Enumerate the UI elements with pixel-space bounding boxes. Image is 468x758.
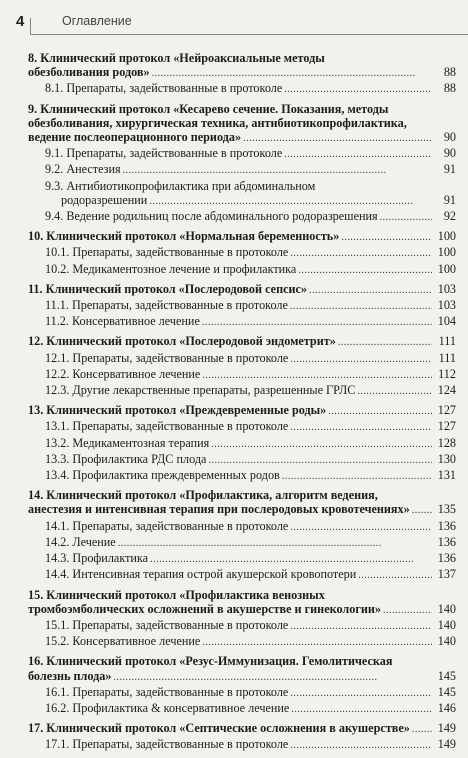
page-ref: 88 [443,81,456,96]
toc-section [28,229,456,278]
section-title: 17. Клинический протокол «Септические осложнения в акушерстве» [28,721,410,736]
section-title-line [28,488,456,502]
section-title-line[interactable] [28,403,456,419]
section-title-line [28,116,456,130]
subsection-title: 14.1. Препараты, задействованные в протоколе [45,518,289,533]
page-ref: 136 [437,534,456,549]
dot-leader [290,419,432,435]
page-ref: 140 [437,617,456,632]
dot-leader [290,737,432,753]
page-ref: 135 [437,502,456,517]
subsection-title: 16.2. Профилактика & консервативное лечение [45,700,290,715]
section-title: 9. Клинический протокол «Кесарево сечение. Показания, методы [28,101,389,116]
section-title: обезболивания, хирургическая техника, антибиотикопрофилактика, [28,115,407,130]
subsection-line[interactable] [28,245,456,261]
subsection-line[interactable] [28,298,456,314]
dot-leader [282,468,432,484]
dot-leader [150,551,432,567]
section-title-line [28,654,456,668]
subsection-line[interactable] [28,351,456,367]
page-ref: 145 [437,684,456,699]
dot-leader [383,602,432,618]
subsection-title: 14.3. Профилактика [45,551,149,566]
section-title: 13. Клинический протокол «Преждевременные роды» [28,403,327,418]
section-title: тромбоэмболических осложнений в акушерстве и гинекологии» [28,601,382,616]
page-ref: 136 [437,551,456,566]
subsection-title: 14.2. Лечение [45,534,116,549]
subsection-line[interactable] [28,419,456,435]
subsection-line[interactable] [28,367,456,383]
subsection-line[interactable] [28,209,456,225]
page-ref: 128 [437,435,456,450]
section-title-line[interactable] [28,334,456,350]
dot-leader [412,502,432,518]
dot-leader [149,193,432,209]
subsection-title: 8.1. Препараты, задействованные в протоколе [45,81,283,96]
subsection-line[interactable] [28,262,456,278]
subsection-line[interactable] [28,162,456,178]
dot-leader [152,65,432,81]
page-ref: 88 [443,65,456,80]
section-title: 10. Клинический протокол «Нормальная беременность» [28,229,340,244]
page-ref: 130 [437,451,456,466]
dot-leader [380,209,432,225]
subsection-title: 10.1. Препараты, задействованные в протоколе [45,245,289,260]
dot-leader [284,81,432,97]
subsection-title: 9.4. Ведение родильниц после абдоминального родоразрешения [45,209,378,224]
subsection-title: 15.2. Консервативное лечение [45,634,201,649]
dot-leader [113,669,432,685]
dot-leader [338,334,432,350]
page-ref: 136 [437,518,456,533]
subsection-line[interactable] [28,737,456,753]
section-title: 16. Клинический протокол «Резус-Иммунизация. Гемолитическая [28,654,393,669]
section-title-line [28,588,456,602]
subsection-line[interactable] [28,618,456,634]
page-ref: 90 [443,146,456,161]
section-title: ведение послеоперационного периода» [28,130,242,145]
section-title: 15. Клинический протокол «Профилактика венозных [28,587,325,602]
dot-leader [211,436,432,452]
page-ref: 112 [438,366,456,381]
dot-leader [341,229,432,245]
toc-section [28,588,456,651]
section-title: 8. Клинический протокол «Нейроаксиальные методы [28,51,325,65]
dot-leader [291,701,432,717]
dot-leader [357,383,432,399]
page-ref: 131 [437,468,456,483]
section-title: болезнь плода» [28,668,112,683]
toc-section [28,334,456,399]
subsection-title: 11.1. Препараты, задействованные в протоколе [45,298,288,313]
page-ref: 103 [437,281,456,296]
subsection-title: 9.1. Препараты, задействованные в протоколе [45,146,283,161]
dot-leader [290,519,432,535]
subsection-line[interactable] [28,701,456,717]
page-ref: 91 [443,162,456,177]
dot-leader [208,452,432,468]
subsection-line[interactable] [28,314,456,330]
section-title-line[interactable] [28,602,456,618]
subsection-line[interactable] [28,436,456,452]
dot-leader [284,146,432,162]
page-ref: 145 [437,668,456,683]
dot-leader [118,535,432,551]
dot-leader [202,314,432,330]
section-title-line[interactable] [28,721,456,737]
dot-leader [358,567,432,583]
dot-leader [298,262,432,278]
subsection-line[interactable] [28,383,456,399]
toc-section [28,403,456,484]
section-title-line[interactable] [28,669,456,685]
subsection-title: 13.1. Препараты, задействованные в протоколе [45,419,289,434]
subsection-line[interactable] [28,193,456,209]
subsection-title: 9.3. Антибиотикопрофилактика при абдоминальном [45,178,316,193]
dot-leader [290,351,432,367]
subsection-line[interactable] [28,81,456,97]
page-ref: 149 [437,721,456,736]
dot-leader [328,403,432,419]
dot-leader [412,721,432,737]
running-title: Оглавление [62,14,132,28]
page-ref: 140 [437,634,456,649]
subsection-line[interactable] [28,468,456,484]
section-title-line[interactable] [28,130,456,146]
subsection-title: 12.2. Консервативное лечение [45,366,201,381]
subsection-line[interactable] [28,519,456,535]
section-title-line [28,51,456,65]
header-divider-tick [30,18,31,35]
toc-section [28,282,456,331]
subsection-title: 11.2. Консервативное лечение [45,314,200,329]
toc-section [28,51,456,98]
subsection-line[interactable] [28,146,456,162]
dot-leader [123,162,432,178]
subsection-line[interactable] [28,535,456,551]
subsection-title: 14.4. Интенсивная терапия острой акушерской кровопотери [45,567,357,582]
section-title-line[interactable] [28,229,456,245]
subsection-title: 13.4. Профилактика преждевременных родов [45,468,280,483]
page-ref: 149 [437,737,456,752]
toc-section [28,721,456,753]
subsection-line [28,179,456,193]
page-ref: 111 [438,334,456,349]
page-ref: 100 [437,229,456,244]
header-rule [30,34,468,35]
subsection-line[interactable] [28,685,456,701]
dot-leader [202,367,432,383]
page-ref: 100 [437,245,456,260]
section-title: анестезия и интенсивная терапия при послеродовых кровотечениях» [28,502,410,517]
page-ref: 124 [437,383,456,398]
subsection-line[interactable] [28,567,456,583]
dot-leader [290,245,432,261]
section-title-line[interactable] [28,282,456,298]
section-title-line [28,102,456,116]
subsection-title: 15.1. Препараты, задействованные в протоколе [45,617,289,632]
dot-leader [202,634,432,650]
subsection-line[interactable] [28,452,456,468]
page-ref: 111 [438,350,456,365]
subsection-line[interactable] [28,634,456,650]
page-ref: 104 [437,314,456,329]
subsection-title: 13.2. Медикаментозная терапия [45,435,210,450]
page-ref: 140 [437,601,456,616]
dot-leader [290,298,432,314]
dot-leader [309,282,432,298]
dot-leader [290,685,432,701]
section-title: 11. Клинический протокол «Послеродовой сепсис» [28,281,308,296]
page-ref: 146 [437,700,456,715]
page-ref: 103 [437,298,456,313]
page-ref: 92 [443,209,456,224]
subsection-title: 9.2. Анестезия [45,162,121,177]
dot-leader [243,130,432,146]
subsection-title: 10.2. Медикаментозное лечение и профилактика [45,261,297,276]
subsection-title: 13.3. Профилактика РДС плода [45,451,207,466]
section-title: обезболивания родов» [28,65,150,80]
toc-section [28,488,456,583]
section-title: 12. Клинический протокол «Послеродовой эндометрит» [28,334,336,349]
subsection-line[interactable] [28,551,456,567]
page-ref: 137 [437,567,456,582]
section-title-line[interactable] [28,65,456,81]
page-header [0,0,468,44]
page-ref: 127 [437,403,456,418]
toc-section [28,654,456,717]
subsection-title: 12.1. Препараты, задействованные в протоколе [45,350,289,365]
dot-leader [290,618,432,634]
subsection-title-cont: родоразрешении [61,192,148,207]
page-number: 4 [16,13,25,30]
section-title: 14. Клинический протокол «Профилактика, алгоритм ведения, [28,488,378,503]
subsection-title: 12.3. Другие лекарственные препараты, разрешенные ГРЛС [45,383,356,398]
subsection-title: 16.1. Препараты, задействованные в протоколе [45,684,289,699]
table-of-contents [28,51,456,758]
page-ref: 90 [443,130,456,145]
page-ref: 100 [437,261,456,276]
section-title-line[interactable] [28,502,456,518]
subsection-title: 17.1. Препараты, задействованные в протоколе [45,737,289,752]
toc-section [28,102,456,226]
page-ref: 91 [443,192,456,207]
page-ref: 127 [437,419,456,434]
